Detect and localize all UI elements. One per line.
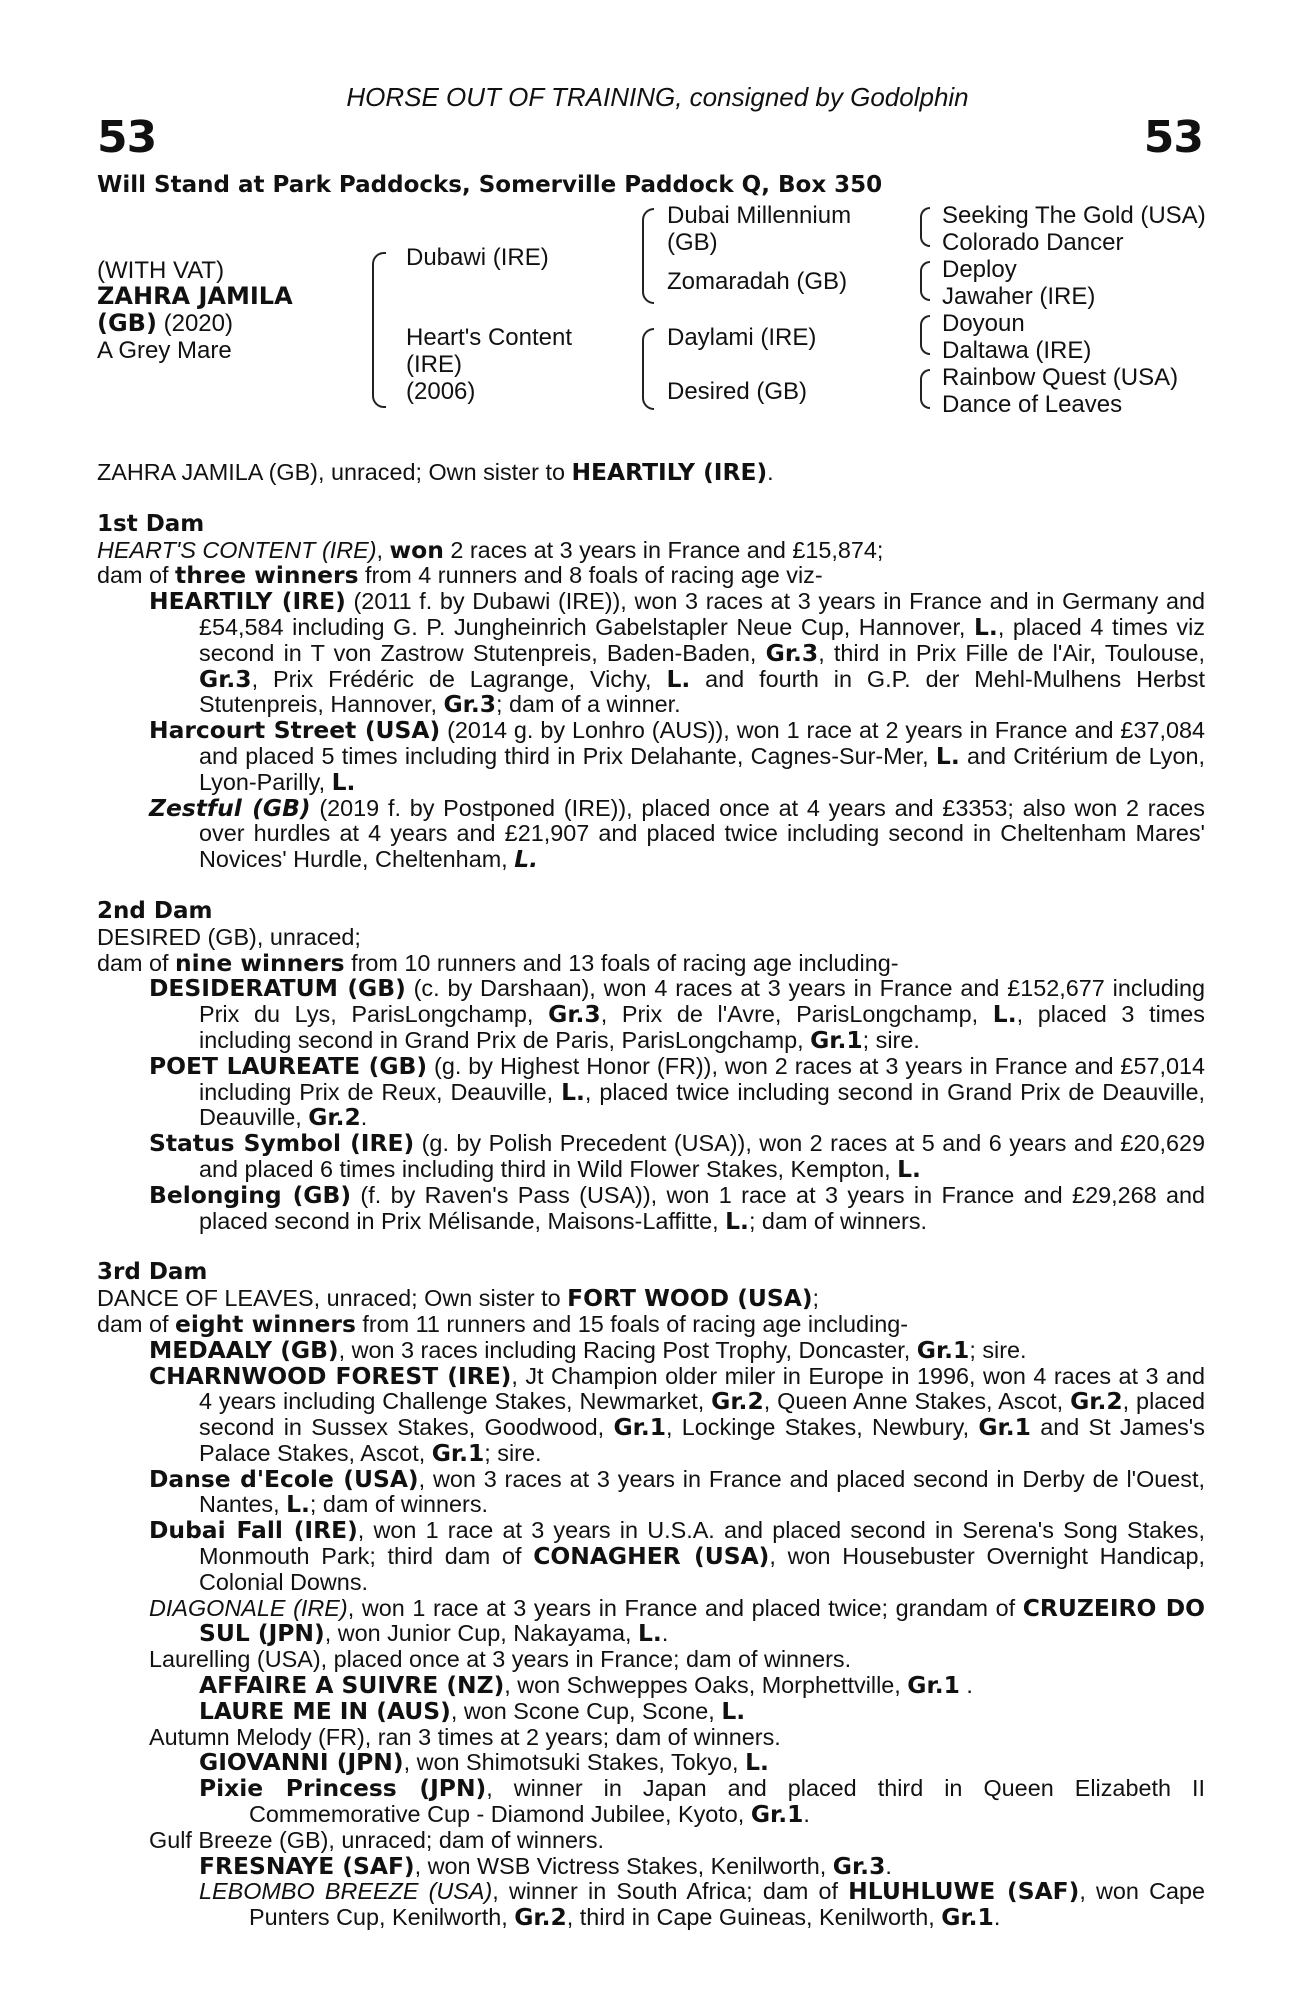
ped-ss-l2: (GB): [667, 229, 718, 256]
entry-grade: CONAGHER (USA): [533, 1542, 770, 1571]
lot-number-left: 53: [97, 112, 157, 163]
dam1-sep: ,: [376, 536, 390, 563]
entry-grade: Gr.3: [199, 664, 252, 693]
ped-sss: Seeking The Gold (USA): [942, 202, 1206, 229]
entry-text: (2014 g. by Lonhro (AUS)), won 1 race at 2 years in France and £37,084 and placed 5 times including third in Prix Delahante, Cagnes-Sur-Mer,: [199, 717, 1205, 769]
dam1-entry-3: [97, 793, 1205, 874]
pedigree-brace-dd: [920, 369, 930, 409]
entry-grade: L.: [974, 612, 998, 641]
dam3-entry-5: [97, 1593, 1206, 1648]
entry-text: (2011 f. by Dubawi (IRE)), won 3 races at 3 years in France and in Germany and £54,584 including G. P. Jungheinrich Gabelstapler Neue Cup, Hannover,: [199, 588, 1205, 640]
entry-grade: Gr.1: [613, 1413, 666, 1442]
consignment-line: HORSE OUT OF TRAINING, consigned by Godolphin: [346, 82, 969, 112]
dam3-l1c: ;: [812, 1285, 820, 1312]
entry-text: and St James's Palace Stakes, Ascot,: [199, 1414, 1205, 1466]
dam1-l2c: from 4 runners and 8 foals of racing age viz-: [358, 562, 823, 589]
entry-name: AFFAIRE A SUIVRE (NZ): [199, 1671, 505, 1700]
dam3-entry-3: [97, 1464, 1206, 1519]
dam2-entry-1: [97, 976, 1205, 1053]
entry-text: (f. by Raven's Pass (USA)), won 1 race at 3 years in France and £29,268 and placed second in Prix Mélisande, Maisons-Laffitte,: [199, 1181, 1206, 1234]
entry-text: , won 1 race at 3 years in France and placed twice; grandam of: [347, 1594, 1023, 1621]
entry-name: Danse d'Ecole (USA): [149, 1464, 419, 1493]
intro-line: [97, 460, 1205, 486]
entry-name: LAURE ME IN (AUS): [199, 1696, 451, 1725]
dam1-l2b: three winners: [175, 561, 359, 590]
dam1-line1: [97, 535, 1205, 564]
dam3-entry-4: [97, 1518, 1205, 1595]
horse-name-text: ZAHRA JAMILA: [97, 282, 293, 310]
ped-sd: Zomaradah (GB): [667, 268, 848, 295]
entry-text: ; dam of a winner.: [496, 691, 681, 718]
entry-name: CHARNWOOD FOREST (IRE): [149, 1361, 512, 1390]
entry-name: Zestful (GB): [149, 793, 311, 822]
entry-text: (g. by Highest Honor (FR)), won 2 races at 3 years in France and £57,014 including Prix de Reux, Deauville,: [199, 1052, 1205, 1105]
entry-text: , won Cape Punters Cup, Kenilworth,: [249, 1878, 1206, 1931]
dam3-l2c: from 11 runners and 15 foals of racing age including-: [355, 1310, 909, 1337]
lot-number-right: 53: [1143, 112, 1203, 163]
dam3-l1b: FORT WOOD (USA): [567, 1284, 813, 1313]
entry-text: , winner in Japan and placed third in Queen Elizabeth II Commemorative Cup - Diamond Jubilee, Kyoto,: [249, 1775, 1205, 1828]
entry-text: , Queen Anne Stakes, Ascot,: [763, 1388, 1071, 1415]
entry-grade: L.: [666, 664, 691, 693]
entry-grade: Gr.3: [548, 1000, 601, 1029]
dam3-line1: [97, 1286, 1205, 1312]
entry-text: (g. by Polish Precedent (USA)), won 2 races at 5 and 6 years and £20,629 and placed 6 times including third in Wild Flower Stakes, Kempton,: [199, 1130, 1205, 1182]
pedigree-brace-sire: [642, 208, 654, 304]
entry-text: , Jt Champion older miler in Europe in 1996, won 4 races at 3 and 4 years including Challenge Stakes, Newmarket,: [199, 1362, 1205, 1415]
entry-name: HEARTILY (IRE): [149, 587, 346, 616]
ped-dsd: Daltawa (IRE): [942, 337, 1092, 364]
entry-text: , won Shimotsuki Stakes, Tokyo,: [403, 1749, 746, 1776]
pedigree-brace-main: [372, 252, 386, 408]
dam3-entry-1: [97, 1335, 1205, 1364]
entry-grade: Gr.1: [941, 1903, 994, 1932]
entry-name: POET LAUREATE (GB): [149, 1051, 428, 1080]
ped-sire: Dubawi (IRE): [406, 244, 549, 271]
dam3-entry-6-sub2: [97, 1696, 1205, 1725]
entry-grade: Gr.1: [916, 1335, 970, 1364]
pedigree-brace-ds: [920, 315, 930, 355]
entry-grade: L.: [331, 767, 356, 796]
stand-location: Will Stand at Park Paddocks, Somerville Paddock Q, Box 350: [97, 172, 883, 198]
horse-origin: (GB): [97, 309, 157, 337]
dam1-heading: 1st Dam: [97, 510, 205, 537]
ped-sdd: Jawaher (IRE): [942, 283, 1096, 310]
intro-text: ZAHRA JAMILA (GB), unraced; Own sister to: [97, 459, 572, 485]
entry-text: and fourth in G.P. der Mehl-Mulhens Herbst Stutenpreis, Hannover,: [199, 665, 1205, 718]
catalogue-body: [97, 460, 1205, 1931]
entry-grade: L.: [725, 1206, 749, 1235]
entry-text: , won WSB Victress Stakes, Kenilworth,: [414, 1852, 833, 1879]
entry-text: , won 3 races including Racing Post Trophy, Doncaster,: [338, 1336, 917, 1363]
entry-text: , third in Prix Fille de l'Air, Toulouse,: [818, 639, 1206, 666]
entry-grade: L.: [286, 1490, 310, 1519]
entry-text: and Critérium de Lyon, Lyon-Parilly,: [199, 742, 1205, 795]
entry-text: , Prix de l'Avre, ParisLongchamp,: [600, 1001, 993, 1028]
entry-name: GIOVANNI (JPN): [199, 1748, 404, 1777]
entry-grade: Gr.1: [810, 1025, 863, 1054]
ped-dss: Doyoun: [942, 310, 1025, 337]
dam2-l2b: nine winners: [175, 948, 345, 977]
entry-grade: Gr.2: [514, 1903, 567, 1932]
dam3-line2: [97, 1309, 1205, 1338]
entry-text: , winner in South Africa; dam of: [492, 1878, 849, 1905]
dam3-l2b: eight winners: [175, 1309, 356, 1338]
entry-name: FRESNAYE (SAF): [199, 1851, 415, 1880]
dam3-heading: 3rd Dam: [97, 1259, 208, 1286]
horse-year: (2020): [156, 310, 233, 337]
dam3-entry-2: [97, 1361, 1205, 1467]
entry-grade: Gr.2: [711, 1387, 764, 1416]
entry-text: , placed 4 times viz second in T von Zastrow Stutenpreis, Baden-Baden,: [199, 613, 1206, 666]
intro-bold: HEARTILY (IRE): [571, 458, 768, 486]
entry-grade: L.: [745, 1748, 769, 1777]
dam3-l1a: DANCE OF LEAVES, unraced; Own sister to: [97, 1285, 568, 1312]
entry-text: , won Junior Cup, Nakayama,: [324, 1620, 639, 1647]
entry-name: DESIDERATUM (GB): [149, 974, 406, 1003]
entry-grade: L.: [514, 845, 538, 874]
entry-grade: Gr.3: [832, 1851, 886, 1880]
entry-grade: L.: [992, 1000, 1017, 1029]
entry-name: DIAGONALE (IRE): [149, 1594, 348, 1621]
entry-grade: L.: [721, 1696, 746, 1725]
entry-grade: L.: [897, 1154, 921, 1183]
dam1-name: HEART'S CONTENT (IRE): [97, 536, 377, 563]
entry-grade: Gr.3: [443, 690, 497, 719]
entry-grade: Gr.2: [1070, 1387, 1123, 1416]
entry-grade: Gr.1: [750, 1800, 804, 1829]
entry-text: , won Housebuster Overnight Handicap, Colonial Downs.: [199, 1543, 1205, 1595]
ped-dam-l1: Heart's Content: [406, 324, 572, 351]
dam3-entry-7: Autumn Melody (FR), ran 3 times at 2 years; dam of winners.: [149, 1723, 781, 1750]
dam2-entry-3: [97, 1131, 1205, 1183]
entry-text: (2019 f. by Postponed (IRE)), placed once at 4 years and £3353; also won 2 races over hurdles at 4 years and £21,907 and placed twice including second in Cheltenham Mares' Novices' Hurdle, Cheltenham,: [199, 794, 1205, 873]
entry-grade: Gr.1: [978, 1413, 1031, 1442]
dam3-entry-7-sub1: [97, 1750, 1205, 1776]
ped-sds: Deploy: [942, 256, 1017, 283]
entry-text: (c. by Darshaan), won 4 races at 3 years in France and £152,677 including Prix du Lys, ParisLongchamp,: [199, 975, 1205, 1028]
dam2-l2a: dam of: [97, 949, 176, 976]
entry-text: , won Scone Cup, Scone,: [450, 1697, 722, 1724]
dam3-entry-6: Laurelling (USA), placed once at 3 years in France; dam of winners.: [149, 1646, 852, 1673]
entry-text: ; sire.: [484, 1439, 542, 1466]
ped-ssd: Colorado Dancer: [942, 229, 1124, 256]
pedigree-brace-dam: [642, 328, 654, 410]
entry-name: Dubai Fall (IRE): [149, 1516, 358, 1545]
dam3-entry-8: Gulf Breeze (GB), unraced; dam of winners.: [149, 1826, 605, 1853]
entry-text: , third in Cape Guineas, Kenilworth,: [566, 1904, 942, 1931]
entry-grade: Gr.3: [765, 638, 819, 667]
entry-text: , won 3 races at 3 years in France and placed second in Derby de l'Ouest, Nantes,: [199, 1465, 1206, 1518]
dam3-entry-8-sub2: [97, 1879, 1205, 1931]
entry-text: , placed twice including second in Grand Prix de Deauville, Deauville,: [199, 1078, 1205, 1131]
ped-dam-l3: (2006): [406, 378, 476, 405]
entry-name: Belonging (GB): [149, 1180, 352, 1209]
entry-text: ; sire.: [969, 1336, 1027, 1363]
intro-end: .: [767, 459, 774, 485]
entry-name: Harcourt Street (USA): [149, 716, 441, 745]
entry-name: Pixie Princess (JPN): [199, 1774, 487, 1803]
entry-name: MEDAALY (GB): [149, 1335, 339, 1364]
entry-grade: L.: [638, 1619, 662, 1648]
entry-text: , Lockinge Stakes, Newbury,: [666, 1414, 979, 1441]
ped-ds: Daylami (IRE): [667, 324, 817, 351]
entry-grade: HLUHLUWE (SAF): [848, 1877, 1080, 1906]
dam3-entry-7-sub2: [97, 1776, 1205, 1828]
dam2-heading: 2nd Dam: [97, 897, 213, 924]
dam3-l2a: dam of: [97, 1310, 176, 1337]
entry-name: LEBOMBO BREEZE (USA): [199, 1878, 493, 1905]
dam1-l2a: dam of: [97, 562, 176, 589]
entry-text: .: [993, 1904, 1001, 1931]
entry-grade: Gr.1: [431, 1438, 485, 1467]
dam1-rest: 2 races at 3 years in France and £15,874;: [443, 536, 884, 563]
pedigree-brace-sd: [920, 261, 930, 301]
entry-text: .: [360, 1104, 368, 1131]
entry-text: .: [803, 1801, 810, 1828]
ped-ss-l1: Dubai Millennium: [667, 202, 852, 229]
dam1-line2: [97, 563, 1205, 589]
entry-grade: L.: [561, 1077, 585, 1106]
entry-grade: Gr.2: [308, 1103, 361, 1132]
entry-text: .: [959, 1672, 973, 1699]
ped-dam-l2: (IRE): [406, 351, 462, 378]
dam3-entry-6-sub1: [97, 1673, 1205, 1699]
entry-text: ; dam of winners.: [309, 1491, 489, 1518]
entry-text: ; dam of winners.: [748, 1207, 928, 1234]
entry-text: , Prix Frédéric de Lagrange, Vichy,: [251, 665, 667, 692]
entry-grade: CRUZEIRO DO SUL (JPN): [199, 1593, 1206, 1648]
horse-name: [97, 283, 293, 310]
ped-dd: Desired (GB): [667, 378, 808, 405]
entry-text: .: [661, 1620, 669, 1647]
dam1-entry-2: [97, 718, 1205, 795]
entry-text: , won 1 race at 3 years in U.S.A. and placed second in Serena's Song Stakes, Monmouth Park; third dam of: [199, 1517, 1205, 1570]
entry-text: , won Schweppes Oaks, Morphettville,: [504, 1672, 908, 1699]
dam3-entry-8-sub1: [97, 1851, 1205, 1880]
dam2-entry-4: [97, 1180, 1206, 1235]
dam1-won: won: [389, 535, 444, 564]
dam2-entry-2: [97, 1051, 1205, 1132]
ped-ddd: Dance of Leaves: [942, 391, 1123, 418]
vat-note: (WITH VAT): [97, 257, 225, 284]
entry-name: Status Symbol (IRE): [149, 1129, 415, 1158]
entry-text: .: [885, 1852, 892, 1879]
dam2-l2c: from 10 runners and 13 foals of racing age including-: [344, 949, 899, 976]
entry-grade: L.: [935, 741, 960, 770]
entry-text: , placed 3 times including second in Grand Prix de Paris, ParisLongchamp,: [199, 1001, 1205, 1053]
entry-text: ; sire.: [862, 1026, 920, 1053]
entry-text: , placed second in Sussex Stakes, Goodwood,: [199, 1388, 1205, 1441]
ped-dds: Rainbow Quest (USA): [942, 364, 1179, 391]
dam2-line2: [97, 948, 1205, 977]
dam2-line1: DESIRED (GB), unraced;: [97, 923, 361, 950]
dam1-entry-1: [97, 589, 1205, 718]
horse-description: A Grey Mare: [97, 337, 232, 364]
entry-grade: Gr.1: [907, 1671, 960, 1700]
horse-origin-year: [97, 310, 233, 337]
pedigree-brace-ss: [920, 207, 930, 247]
